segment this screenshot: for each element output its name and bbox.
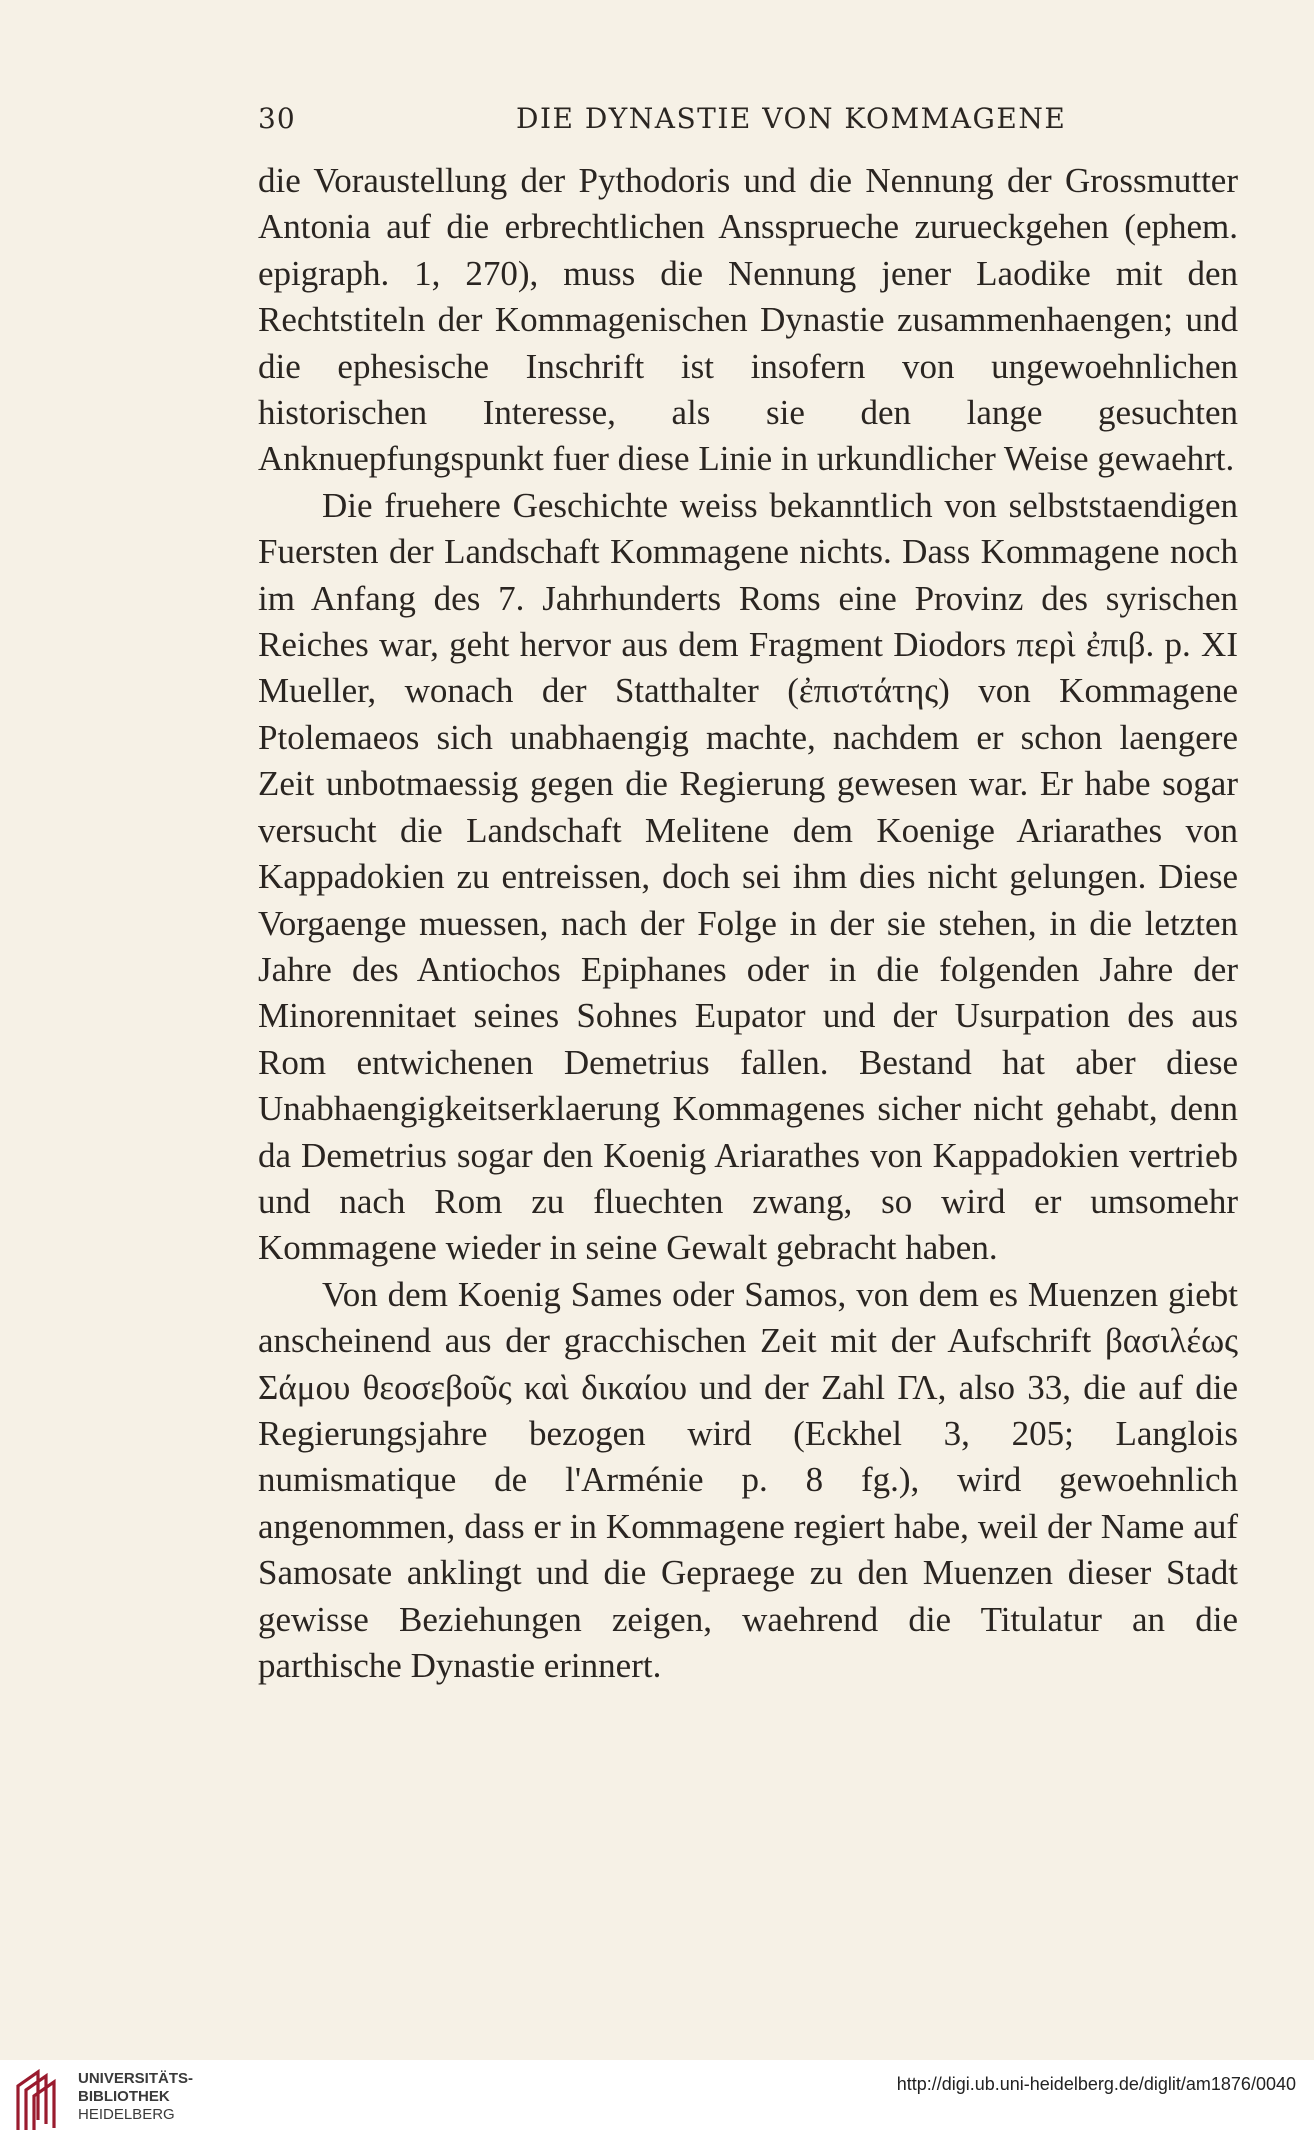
paragraph-3: Von dem Koenig Sames oder Samos, von dem es Muenzen giebt anscheinend aus der gracchischen Zeit mit der Aufschrift βασιλέως Σάμου θεοσεβοῦς καὶ δικαίου und der Zahl ΓΛ, also 33, die auf die Regierungsjahre bezogen wird (Eckhel 3, 205; Langlois numismatique de l'Arménie p. 8 fg.), wird gewoehnlich angenommen, dass er in Kommagene regiert habe, weil der Name auf Samosate anklingt und die Gepraege zu den Muenzen dieser Stadt gewisse Beziehungen zeigen, waehrend die Titulatur an die parthische Dynastie erinnert.: [258, 1274, 1238, 1685]
library-name-line-3: HEIDELBERG: [78, 2106, 175, 2123]
body-text: [258, 158, 1238, 1689]
page-number: 30: [258, 102, 296, 135]
footer-bar: [0, 2060, 1314, 2148]
library-name-line-2: BIBLIOTHEK: [78, 2088, 170, 2105]
library-name: [78, 2070, 193, 2124]
library-name-line-1: UNIVERSITÄTS-: [78, 2070, 194, 2087]
paragraph-2: Die fruehere Geschichte weiss bekanntlich von selbststaendigen Fuersten der Landschaft Kommagene nichts. Dass Kommagene noch im Anfang des 7. Jahrhunderts Roms eine Provinz des syrischen Reiches war, geht hervor aus dem Fragment Diodors περὶ ἐπιβ. p. XI Mueller, wonach der Statthalter (ἐπιστάτης) von Kommagene Ptolemaeos sich unabhaengig machte, nachdem er schon laengere Zeit unbotmaessig gegen die Regierung gewesen war. Er habe sogar versucht die Landschaft Melitene dem Koenige Ariarathes von Kappadokien zu entreissen, doch sei ihm dies nicht gelungen. Diese Vorgaenge muessen, nach der Folge in der sie stehen, in die letzten Jahre des Antiochos Epiphanes oder in die folgenden Jahre der Minorennitaet seines Sohnes Eupator und der Usurpation des aus Rom entwichenen Demetrius fallen. Bestand hat aber diese Unabhaengigkeitserklaerung Kommagenes sicher nicht gehabt, denn da Demetrius sogar den Koenig Ariarathes von Kappadokien vertrieb und nach Rom zu fluechten zwang, so wird er umsomehr Kommagene wieder in seine Gewalt gebracht haben.: [258, 485, 1238, 1268]
source-url[interactable]: http://digi.ub.uni-heidelberg.de/diglit/am1876/0040: [896, 2074, 1296, 2094]
paragraph-1: die Voraustellung der Pythodoris und die Nennung der Grossmutter Antonia auf die erbrechtlichen Anssprueche zurueckgehen (ephem. epigraph. 1, 270), muss die Nennung jener Laodike mit den Rechtstiteln der Kommagenischen Dynastie zusammenhaengen; und die ephesische Inschrift ist insofern von ungewoehnlichen historischen Interesse, als sie den lange gesuchten Anknuepfungspunkt fuer diese Linie in urkundlicher Weise gewaehrt.: [258, 161, 1238, 479]
library-logo-icon: [14, 2068, 66, 2132]
running-title: DIE DYNASTIE VON KOMMAGENE: [516, 102, 1067, 135]
page-header: [258, 102, 1238, 146]
